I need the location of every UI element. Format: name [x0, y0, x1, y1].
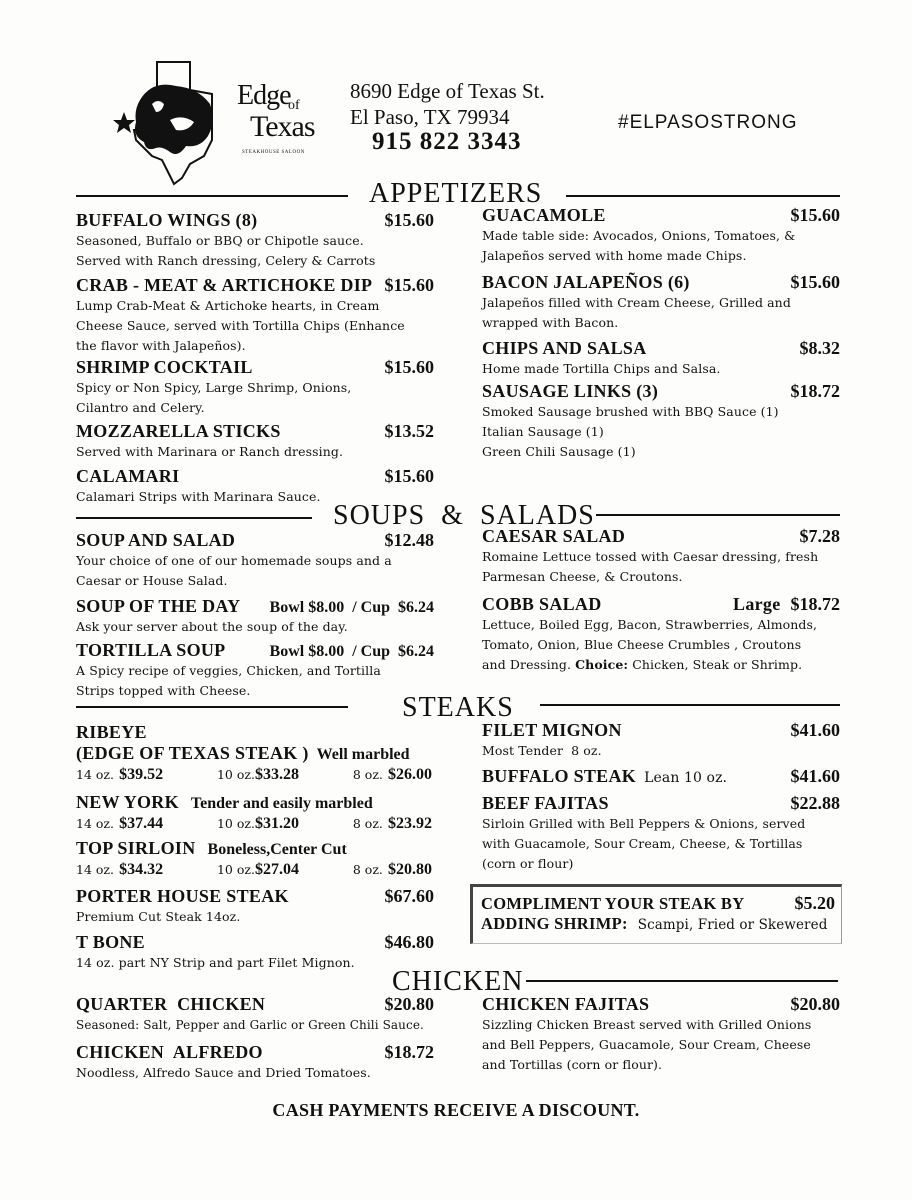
size-price: $39.52 — [119, 766, 164, 783]
item-name: NEW YORK — [76, 792, 179, 812]
size-oz: 8 oz. — [352, 816, 383, 831]
item-price: $18.72 — [790, 381, 840, 401]
divider — [596, 514, 840, 516]
item-price: $13.52 — [384, 421, 434, 441]
size-oz: 10 oz. — [216, 767, 255, 782]
item-price: $46.80 — [384, 932, 434, 952]
divider — [566, 195, 840, 197]
item-name: CRAB - MEAT & ARTICHOKE DIP — [76, 275, 373, 295]
item-description: Seasoned, Buffalo or BBQ or Chipotle sauce. — [76, 233, 364, 248]
size-oz: 14 oz. — [76, 767, 114, 782]
size-price: $26.00 — [387, 766, 432, 783]
item-price: $15.60 — [790, 272, 840, 292]
item-description: Sizzling Chicken Breast served with Grilled Onions — [482, 1017, 812, 1032]
menu-item-buffalo-steak — [482, 766, 840, 788]
menu-item-filet-mignon — [482, 720, 840, 761]
item-description: Lettuce, Boiled Egg, Bacon, Strawberries, Almonds, — [482, 617, 818, 632]
address-line-2: El Paso, TX 79934 — [350, 105, 510, 129]
item-note: Well marbled — [316, 746, 410, 763]
item-description: 14 oz. part NY Strip and part Filet Mignon. — [76, 955, 355, 970]
address — [350, 78, 545, 130]
item-description: Cheese Sauce, served with Tortilla Chips (Enhance — [76, 318, 405, 333]
item-description: Caesar or House Salad. — [76, 573, 228, 588]
item-price: $41.60 — [790, 766, 840, 786]
menu-item-top-sirloin — [76, 838, 434, 879]
restaurant-logo — [112, 60, 322, 190]
add-shrimp-callout — [470, 884, 842, 944]
size-price: $37.44 — [119, 815, 164, 832]
menu-item-beef-fajitas — [482, 793, 840, 874]
item-description — [482, 655, 840, 675]
item-description: Ask your server about the soup of the day. — [76, 619, 348, 634]
item-name: BUFFALO WINGS (8) — [76, 210, 258, 230]
item-description: Jalapeños served with home made Chips. — [482, 248, 747, 263]
size-oz: 8 oz. — [352, 862, 383, 877]
item-name: CAESAR SALAD — [482, 526, 626, 546]
menu-item-quarter-chicken — [76, 994, 434, 1035]
menu-item-chips-and-salsa — [482, 338, 840, 379]
logo-tagline: STEAKHOUSE SALOON — [242, 150, 305, 155]
menu-item-soup-and-salad — [76, 530, 434, 591]
item-description: Most Tender 8 oz. — [482, 743, 602, 758]
size-price: $23.92 — [387, 815, 432, 832]
size-price: $27.04 — [254, 861, 299, 878]
item-description: Seasoned: Salt, Pepper and Garlic or Green Chili Sauce. — [76, 1018, 424, 1032]
item-name: FILET MIGNON — [482, 720, 622, 740]
item-name: RIBEYE — [76, 722, 147, 742]
item-description: Tomato, Onion, Blue Cheese Crumbles , Croutons — [482, 637, 802, 652]
logo-word-edge: Edge — [237, 80, 291, 111]
desc-choice-label: Choice: — [575, 657, 629, 672]
item-description: with Guacamole, Sour Cream, Cheese, & Tortillas — [482, 836, 803, 851]
item-description: Romaine Lettuce tossed with Caesar dressing, fresh — [482, 549, 819, 564]
size-oz: 8 oz. — [352, 767, 383, 782]
section-title-chicken: CHICKEN — [392, 966, 524, 997]
size-oz: 14 oz. — [76, 816, 114, 831]
menu-item-sausage-links — [482, 381, 840, 462]
item-description: Sirloin Grilled with Bell Peppers & Onions, served — [482, 816, 806, 831]
logo-word-of: of — [288, 98, 300, 113]
item-name: CHIPS AND SALSA — [482, 338, 647, 358]
section-title-steaks: STEAKS — [402, 692, 514, 723]
size-oz: 10 oz. — [216, 816, 255, 831]
item-bowl-cup-price: Bowl $8.00 / Cup $6.24 — [269, 643, 434, 660]
size-price: $34.32 — [119, 861, 164, 878]
item-name: TOP SIRLOIN — [76, 838, 196, 858]
item-name: BACON JALAPEÑOS (6) — [482, 272, 690, 292]
item-name: CHICKEN FAJITAS — [482, 994, 650, 1014]
size-price: $31.20 — [254, 815, 299, 832]
callout-line-2: ADDING SHRIMP: — [481, 914, 628, 933]
divider — [540, 704, 840, 706]
buffalo-texas-logo-icon — [112, 60, 242, 190]
divider — [76, 706, 348, 708]
item-size: Large — [733, 594, 781, 614]
item-description: (corn or flour) — [482, 856, 574, 871]
divider — [76, 517, 312, 519]
item-description: Jalapeños filled with Cream Cheese, Grilled and — [482, 295, 791, 310]
item-description: wrapped with Bacon. — [482, 315, 619, 330]
item-description: Spicy or Non Spicy, Large Shrimp, Onions, — [76, 380, 352, 395]
item-note: Tender and easily marbled — [190, 795, 373, 812]
item-name: BUFFALO STEAK — [482, 766, 637, 786]
item-description: Noodless, Alfredo Sauce and Dried Tomatoes. — [76, 1065, 371, 1080]
item-description: Strips topped with Cheese. — [76, 683, 251, 698]
item-description: Premium Cut Steak 14oz. — [76, 909, 241, 924]
item-price: $20.80 — [790, 994, 840, 1014]
menu-item-soup-of-the-day — [76, 596, 434, 637]
size-price: $20.80 — [387, 861, 432, 878]
item-price: $8.32 — [799, 338, 840, 358]
phone-number[interactable]: 915 822 3343 — [372, 128, 522, 155]
item-price: $15.60 — [384, 210, 434, 230]
item-price: $67.60 — [384, 886, 434, 906]
menu-item-new-york — [76, 792, 434, 833]
menu-item-buffalo-wings — [76, 210, 434, 271]
callout-line-1: COMPLIMENT YOUR STEAK BY — [481, 894, 745, 913]
menu-item-porter-house — [76, 886, 434, 927]
address-line-1: 8690 Edge of Texas St. — [350, 79, 545, 103]
item-name: QUARTER CHICKEN — [76, 994, 266, 1014]
header — [0, 0, 912, 180]
menu-item-mozzarella-sticks — [76, 421, 434, 462]
item-description: the flavor with Jalapeños). — [76, 338, 246, 353]
menu-item-cobb-salad — [482, 594, 840, 675]
item-description: and Bell Peppers, Guacamole, Sour Cream, Cheese — [482, 1037, 811, 1052]
item-description: A Spicy recipe of veggies, Chicken, and Tortilla — [76, 663, 381, 678]
menu-item-ribeye — [76, 722, 434, 784]
callout-note: Scampi, Fried or Skewered — [637, 917, 828, 933]
item-description: Home made Tortilla Chips and Salsa. — [482, 361, 721, 376]
item-description: Calamari Strips with Marinara Sauce. — [76, 489, 321, 504]
item-description: and Tortillas (corn or flour). — [482, 1057, 663, 1072]
menu-item-crab-dip — [76, 275, 434, 356]
item-name: GUACAMOLE — [482, 205, 606, 225]
desc-text: and Dressing. — [482, 657, 576, 672]
callout-price: $5.20 — [794, 893, 835, 913]
item-name: MOZZARELLA STICKS — [76, 421, 281, 441]
item-name: SOUP AND SALAD — [76, 530, 236, 550]
item-price: $22.88 — [790, 793, 840, 813]
item-price: $15.60 — [384, 357, 434, 377]
logo-word-texas: Texas — [250, 110, 315, 143]
item-price: $12.48 — [384, 530, 434, 550]
item-note: Lean 10 oz. — [644, 770, 728, 786]
divider — [526, 980, 838, 982]
item-name: CHICKEN ALFREDO — [76, 1042, 263, 1062]
item-name: PORTER HOUSE STEAK — [76, 886, 289, 906]
menu-item-guacamole — [482, 205, 840, 266]
item-price: $15.60 — [384, 466, 434, 486]
item-name: TORTILLA SOUP — [76, 640, 226, 660]
item-bowl-cup-price: Bowl $8.00 / Cup $6.24 — [269, 599, 434, 616]
size-price: $33.28 — [254, 766, 299, 783]
item-description: Served with Ranch dressing, Celery & Carrots — [76, 253, 376, 268]
item-price: $41.60 — [790, 720, 840, 740]
item-price: $15.60 — [790, 205, 840, 225]
desc-text: Chicken, Steak or Shrimp. — [628, 657, 803, 672]
item-description: Served with Marinara or Ranch dressing. — [76, 444, 344, 459]
item-description: Parmesan Cheese, & Croutons. — [482, 569, 683, 584]
menu-item-bacon-jalapenos — [482, 272, 840, 333]
item-price: $7.28 — [799, 526, 840, 546]
item-description: Your choice of one of our homemade soups and a — [76, 553, 392, 568]
item-price: $15.60 — [384, 275, 434, 295]
size-oz: 10 oz. — [216, 862, 255, 877]
menu-item-chicken-fajitas — [482, 994, 840, 1075]
item-price: $18.72 — [384, 1042, 434, 1062]
item-name: COBB SALAD — [482, 594, 602, 614]
item-description: Made table side: Avocados, Onions, Tomatoes, & — [482, 228, 796, 243]
section-title-soups-salads: SOUPS & SALADS — [333, 500, 595, 531]
item-description: Cilantro and Celery. — [76, 400, 205, 415]
item-note: Boneless,Center Cut — [207, 841, 347, 858]
item-subname: (EDGE OF TEXAS STEAK ) — [76, 743, 309, 763]
size-oz: 14 oz. — [76, 862, 114, 877]
item-name: SHRIMP COCKTAIL — [76, 357, 253, 377]
menu-item-shrimp-cocktail — [76, 357, 434, 418]
item-description: Smoked Sausage brushed with BBQ Sauce (1) — [482, 404, 779, 419]
item-description: Italian Sausage (1) — [482, 424, 604, 439]
item-price: $18.72 — [790, 594, 840, 614]
section-title-appetizers: APPETIZERS — [369, 178, 543, 209]
item-name: CALAMARI — [76, 466, 180, 486]
item-name: SAUSAGE LINKS (3) — [482, 381, 659, 401]
item-price: $20.80 — [384, 994, 434, 1014]
item-name: SOUP OF THE DAY — [76, 596, 241, 616]
item-name: BEEF FAJITAS — [482, 793, 609, 813]
cash-discount-note: CASH PAYMENTS RECEIVE A DISCOUNT. — [272, 1100, 640, 1120]
item-description: Lump Crab-Meat & Artichoke hearts, in Cream — [76, 298, 380, 313]
menu-item-chicken-alfredo — [76, 1042, 434, 1083]
divider — [76, 195, 348, 197]
item-description: Green Chili Sausage (1) — [482, 444, 636, 459]
menu-item-caesar-salad — [482, 526, 840, 587]
item-name: T BONE — [76, 932, 145, 952]
hashtag: #ELPASOSTRONG — [618, 112, 798, 133]
